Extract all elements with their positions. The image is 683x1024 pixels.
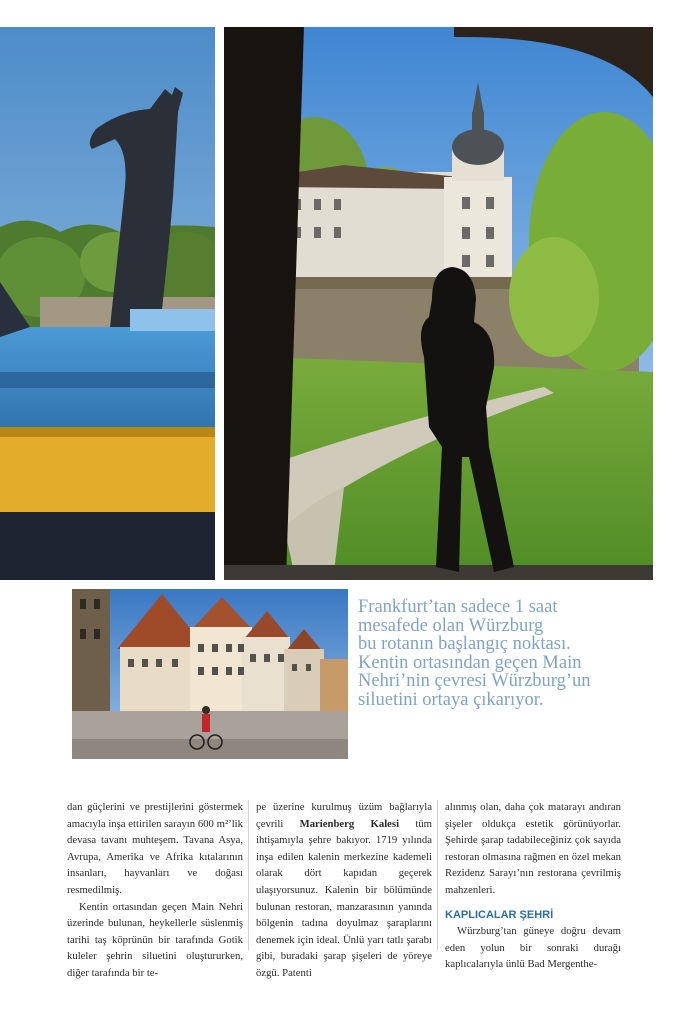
caption-line: siluetini ortaya çıkarıyor. (358, 689, 544, 710)
body-paragraph: Würzburg’tan güneye doğru devam eden yolun bir sonraki durağı kaplıcalarıyla ünlü Bad Mergenthe- (445, 925, 621, 971)
street-photo (72, 589, 348, 759)
body-column-2 (256, 799, 432, 982)
section-subhead: KAPLICALAR ŞEHRİ (445, 908, 554, 921)
body-text: pe üzerine kurulmuş üzüm bağlarıyla çevrili (256, 801, 432, 830)
body-column-3 (445, 799, 621, 973)
caption-line: Frankfurt’tan sadece 1 saat (358, 597, 558, 617)
body-column-1 (67, 799, 243, 982)
body-paragraph: Kentin ortasından geçen Main Nehri üzerinde bulunan, heykellerle süslenmiş tarihi taş köprünün bir tarafında Gotik kuleler şehrin siluetini oluştururken, diğer tarafında bir te- (67, 900, 243, 979)
castle-name: Marienberg Kalesi (299, 817, 400, 830)
caption-line: bu rotanın başlangıç noktası. (358, 634, 571, 655)
body-paragraph: alınmış olan, daha çok matarayı andıran şişeler oldukça estetik görünüyorlar. Şehirde şarap tadabileceğiniz çok sayıda restoran olmasına rağmen en özel mekan Rezidenz Sarayı’nın restorana çevrilmiş mahzenleri. (445, 801, 621, 896)
caption-line: Nehri’nin çevresi Würzburg’un (358, 671, 591, 692)
column-divider (437, 800, 438, 950)
photo-caption (358, 598, 658, 710)
castle-archway-photo (224, 27, 653, 580)
body-paragraph (256, 799, 432, 982)
caption-line: Kentin ortasından geçen Main (358, 652, 582, 673)
body-text: tüm ihtişamıyla şehre bakıyor. 1719 yılında inşa edilen kalenin merkezine kademeli olarak dört kapıdan geçerek ulaşıyorsunuz. Kalenin bir bölümünde bulunan restoran, manzarasının yanında bölgenin tadına doyulmaz şaraplarını denemek için ideal. Ünlü yarı tatlı şarabı gibi, buradaki şarap şişeleri de yöreye özgü. Patenti (256, 817, 432, 979)
caption-line: mesafede olan Würzburg (358, 615, 544, 636)
body-paragraph: dan güçlerini ve prestijlerini göstermek amacıyla inşa ettirilen sarayın 600 m²’lik devasa tavanı muhteşem. Tavana Asya, Avrupa, Amerika ve Afrika kıtalarının insanları, hayvanları ve doğası resmedilmiş. (67, 801, 243, 896)
column-divider (248, 800, 249, 950)
sculpture-photo (0, 27, 215, 580)
